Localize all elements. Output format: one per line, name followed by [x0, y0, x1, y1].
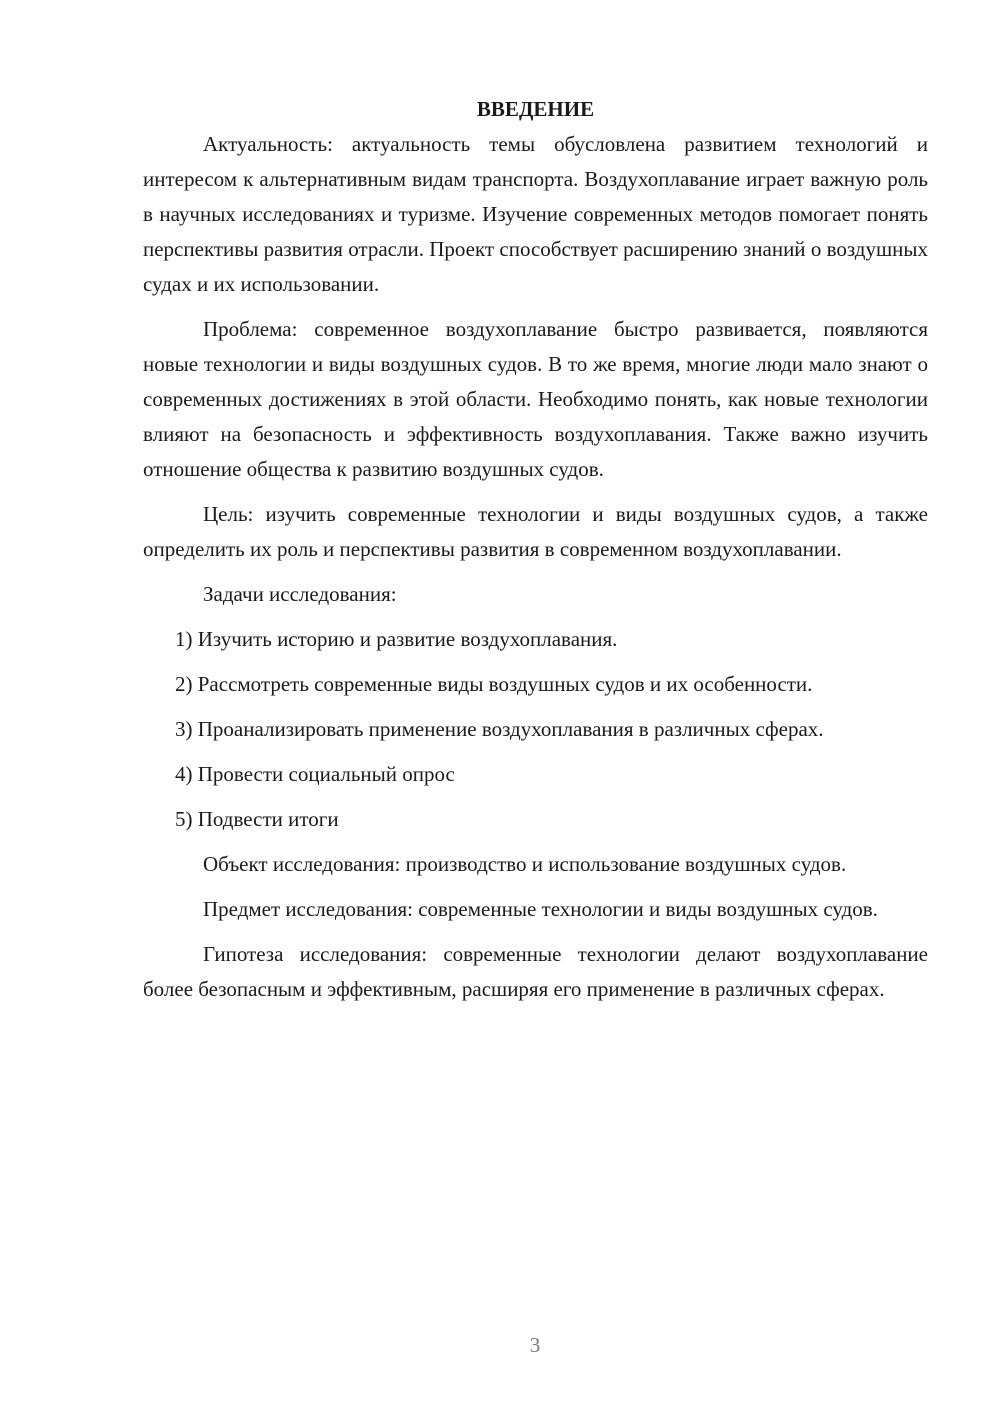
object-paragraph: Объект исследования: производство и использование воздушных судов. — [203, 852, 847, 876]
tasks-heading: Задачи исследования: — [203, 582, 397, 606]
hypothesis-paragraph: Гипотеза исследования: современные технологии делают воздухоплавание более безопасным и эффективным, расширяя его применение в различных сферах. — [143, 942, 928, 1001]
task-item-4: 4) Провести социальный опрос — [175, 762, 455, 786]
task-item-5: 5) Подвести итоги — [175, 807, 339, 831]
goal-paragraph: Цель: изучить современные технологии и виды воздушных судов, а также определить их роль и перспективы развития в современном воздухоплавании. — [143, 502, 928, 561]
page-number: 3 — [529, 1333, 541, 1357]
relevance-paragraph: Актуальность: актуальность темы обусловлена развитием технологий и интересом к альтернативным видам транспорта. Воздухоплавание играет важную роль в научных исследованиях и туризме. Изучение современных методов помогает понять перспективы развития отрасли. Проект способствует расширению знаний о воздушных судах и их использовании. — [143, 132, 928, 296]
task-item-1: 1) Изучить историю и развитие воздухоплавания. — [175, 627, 618, 651]
page-title: ВВЕДЕНИЕ — [476, 97, 595, 121]
subject-paragraph: Предмет исследования: современные технологии и виды воздушных судов. — [203, 897, 878, 921]
task-item-2: 2) Рассмотреть современные виды воздушных судов и их особенности. — [175, 672, 813, 696]
document-page — [143, 92, 928, 1007]
task-item-3: 3) Проанализировать применение воздухоплавания в различных сферах. — [175, 717, 824, 741]
problem-paragraph: Проблема: современное воздухоплавание быстро развивается, появляются новые технологии и виды воздушных судов. В то же время, многие люди мало знают о современных достижениях в этой области. Необходимо понять, как новые технологии влияют на безопасность и эффективность воздухоплавания. Также важно изучить отношение общества к развитию воздушных судов. — [143, 317, 928, 481]
